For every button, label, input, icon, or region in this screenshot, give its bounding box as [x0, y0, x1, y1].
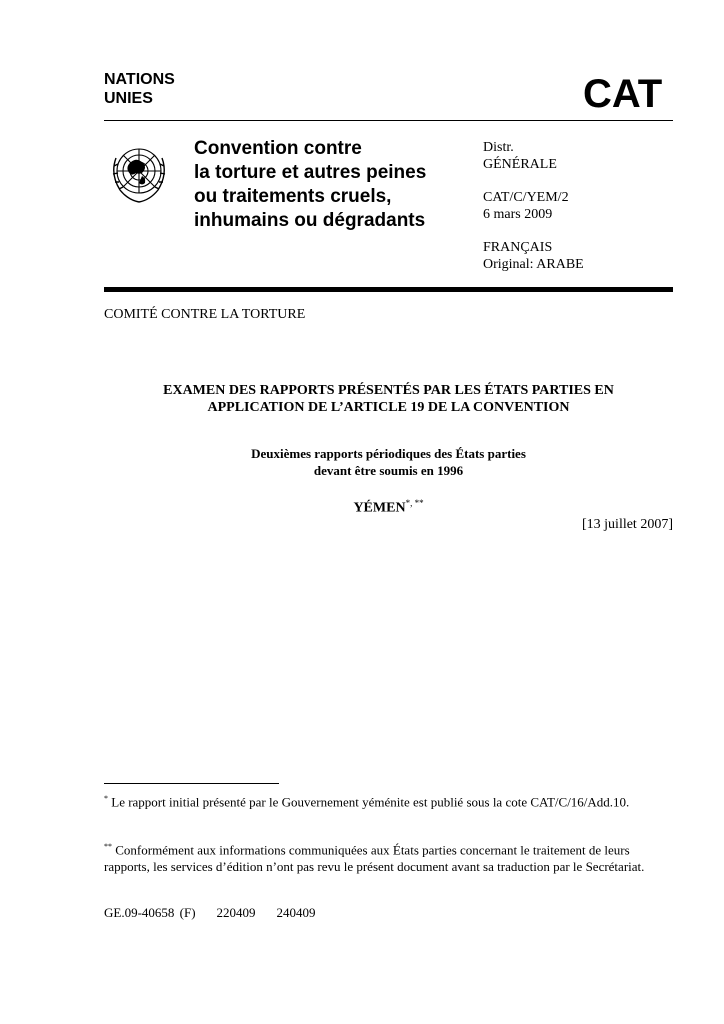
sub-heading-line-1: Deuxièmes rapports périodiques des États parties: [251, 446, 526, 461]
org-name: [104, 70, 175, 108]
doc-symbol: CAT/C/YEM/2: [483, 190, 569, 205]
header-rule: [104, 120, 673, 121]
distribution-block: [483, 139, 584, 273]
footnote-2-mark: **: [104, 842, 112, 851]
convention-title-line-3: ou traitements cruels,: [194, 186, 392, 207]
org-line-1: NATIONS: [104, 71, 175, 88]
org-line-2: UNIES: [104, 90, 153, 107]
country-name: YÉMEN: [353, 500, 406, 516]
doc-language: FRANÇAIS: [483, 240, 553, 255]
convention-title-line-2: la torture et autres peines: [194, 162, 427, 183]
distr-level: GÉNÉRALE: [483, 157, 557, 172]
main-heading: [104, 382, 673, 416]
distr-label: Distr.: [483, 140, 514, 155]
footnote-separator: [104, 783, 279, 784]
footnote-1-mark: *: [104, 794, 108, 803]
document-reference: GE.09-40658 (F) 220409 240409: [104, 905, 316, 920]
footnote-2-text: Conformément aux informations communiquées aux États parties concernant le traitement de leurs rapports, les services d’édition n’ont pas revu le présent document avant sa traduction par le Secrétariat.: [104, 842, 645, 875]
country-footnote-marks: *, **: [405, 498, 424, 508]
committee-name: COMITÉ CONTRE LA TORTURE: [104, 307, 306, 322]
footnote-1-text: Le rapport initial présenté par le Gouvernement yéménite est publié sous la cote CAT/C/16/Add.10.: [108, 794, 630, 810]
footnote-1: [104, 790, 664, 810]
convention-title: [194, 137, 426, 233]
document-symbol-large: CAT: [583, 72, 663, 116]
doc-date: 6 mars 2009: [483, 207, 553, 222]
footnote-2: [104, 838, 664, 875]
un-emblem-icon: [104, 138, 174, 208]
doc-original-language: Original: ARABE: [483, 257, 584, 272]
convention-title-line-1: Convention contre: [194, 138, 362, 159]
header-thick-rule: [104, 287, 673, 292]
convention-title-line-4: inhumains ou dégradants: [194, 210, 426, 231]
report-date: [13 juillet 2007]: [582, 517, 673, 532]
main-heading-line-1: EXAMEN DES RAPPORTS PRÉSENTÉS PAR LES ÉTATS PARTIES EN: [163, 383, 614, 398]
country-heading: [104, 498, 673, 517]
sub-heading: [104, 445, 673, 479]
main-heading-line-2: APPLICATION DE L’ARTICLE 19 DE LA CONVENTION: [207, 400, 570, 415]
sub-heading-line-2: devant être soumis en 1996: [313, 463, 464, 478]
